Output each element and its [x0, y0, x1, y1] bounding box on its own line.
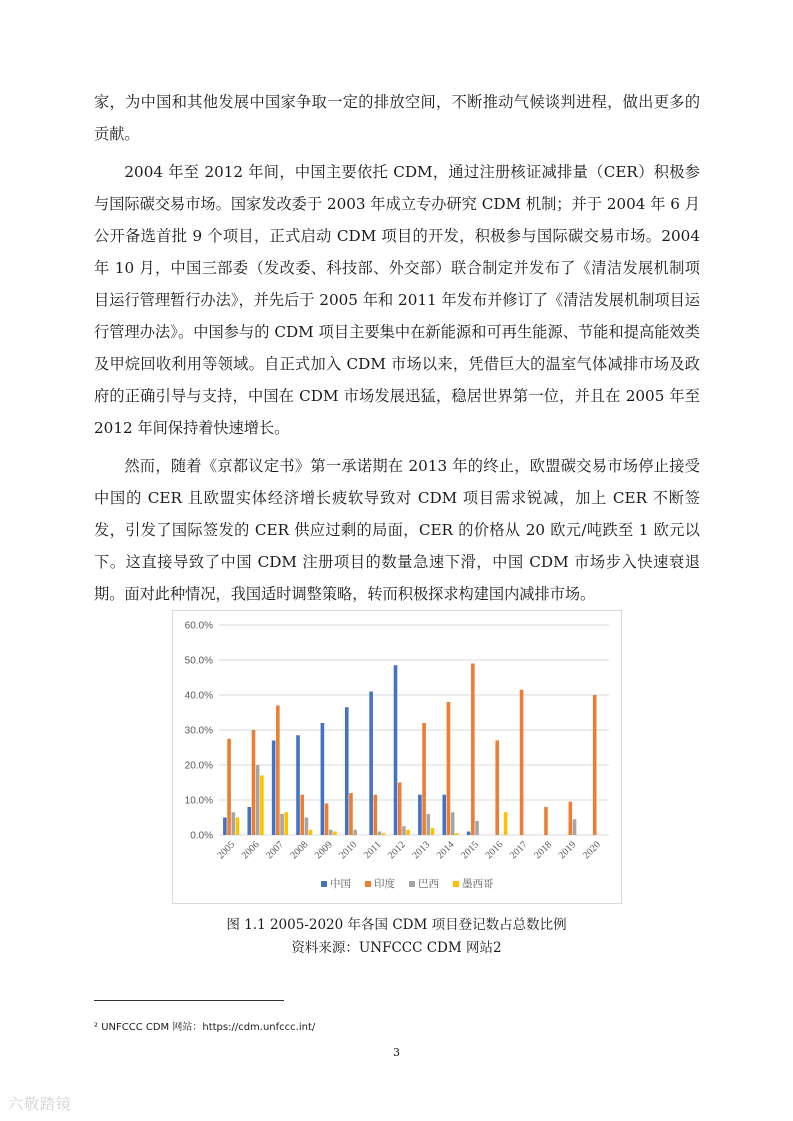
watermark-logo: 六敬踏镜: [8, 1095, 73, 1113]
bar: [223, 818, 227, 836]
paragraph-cdm-decline: 然而，随着《京都议定书》第一承诺期在 2013 年的终止，欧盟碳交易市场停止接受中国的 CER 且欧盟实体经济增长疲软导致对 CDM 项目需求锐减，加上 CER 不断签发，引发了国际签发的 CER 供应过剩的局面，CER 的价格从 20 欧元/吨跌至 1 欧元以下。这直接导致了中国 CDM 注册项目的数量急速下滑，中国 CDM 市场步入快速衰退期。面对此种情况，我国适时调整策略，转而积极探求构建国内减排市场。: [94, 457, 700, 603]
bar: [475, 821, 479, 835]
bar: [431, 828, 435, 835]
bar: [256, 765, 260, 835]
bar: [467, 832, 471, 836]
bar: [451, 812, 455, 835]
bar: [495, 741, 499, 836]
x-tick-label: 2018: [532, 839, 555, 862]
bar: [418, 795, 422, 835]
bar: [300, 795, 304, 835]
figure-caption: 图 1.1 2005-2020 年各国 CDM 项目登记数占总数比例: [226, 917, 567, 933]
bar: [593, 695, 597, 835]
bar: [406, 830, 410, 835]
bar: [402, 826, 406, 835]
chart-container: [172, 610, 622, 904]
bar: [252, 730, 256, 835]
x-tick-label: 2014: [434, 839, 457, 862]
legend-label: 墨西哥: [462, 878, 494, 890]
bar: [333, 832, 337, 836]
x-tick-label: 2005: [215, 839, 238, 862]
figure-source: 资料来源：UNFCCC CDM 网站2: [291, 940, 502, 956]
bar: [394, 665, 398, 835]
y-tick-label: 20.0%: [184, 760, 213, 772]
legend-swatch: [409, 881, 415, 887]
bar: [520, 690, 524, 835]
bar: [329, 830, 333, 835]
bar: [369, 692, 373, 836]
bar: [544, 807, 548, 835]
bar: [284, 812, 288, 835]
body-text: [94, 86, 700, 610]
bar: [422, 723, 426, 835]
y-tick-label: 30.0%: [184, 725, 213, 737]
bar: [426, 814, 430, 835]
x-tick-label: 2006: [239, 839, 262, 862]
bar: [231, 812, 235, 835]
bar: [455, 833, 459, 835]
legend-label: 巴西: [418, 878, 439, 890]
bar: [569, 802, 573, 835]
x-tick-label: 2019: [556, 839, 579, 862]
footnote: ² UNFCCC CDM 网站：https://cdm.unfccc.int/: [94, 1022, 316, 1033]
page-number: 3: [393, 1046, 400, 1059]
bar: [321, 723, 325, 835]
bar: [227, 739, 231, 835]
bar: [374, 795, 378, 835]
bar: [573, 819, 577, 835]
y-tick-label: 60.0%: [184, 620, 213, 632]
x-tick-label: 2009: [312, 839, 335, 862]
x-tick-label: 2010: [337, 839, 360, 862]
paragraph-continued: 家，为中国和其他发展中国家争取一定的排放空间，不断推动气候谈判进程，做出更多的贡献。: [94, 93, 700, 143]
x-tick-label: 2015: [459, 839, 482, 862]
bar: [353, 830, 357, 835]
legend-swatch: [321, 881, 327, 887]
bar: [382, 833, 386, 835]
paragraph-cdm-history: 2004 年至 2012 年间，中国主要依托 CDM，通过注册核证减排量（CER）积极参与国际碳交易市场。国家发改委于 2003 年成立专办研究 CDM 机制；并于 2004 年 6 月公开备选首批 9 个项目，正式启动 CDM 项目的开发，积极参与国际碳交易市场。2004 年 10 月，中国三部委（发改委、科技部、外交部）联合制定并发布了《清洁发展机制项目运行管理暂行办法》，并先后于 2005 年和 2011 年发布并修订了《清洁发展机制项目运行管理办法》。中国参与的 CDM 项目主要集中在新能源和可再生能源、节能和提高能效类及甲烷回收利用等领域。自正式加入 CDM 市场以来，凭借巨大的温室气体减排市场及政府的正确引导与支持，中国在 CDM 市场发展迅猛，稳居世界第一位，并且在 2005 年至 2012 年间保持着快速增长。: [94, 163, 700, 437]
y-tick-label: 10.0%: [184, 795, 213, 807]
bar: [398, 783, 402, 836]
x-tick-label: 2013: [410, 839, 433, 862]
x-tick-label: 2016: [483, 839, 506, 862]
bar: [378, 832, 382, 836]
x-tick-label: 2007: [264, 839, 287, 862]
bar: [345, 707, 349, 835]
y-tick-label: 0.0%: [190, 830, 213, 842]
bar-chart: [173, 611, 621, 903]
bar: [471, 664, 475, 836]
bar: [309, 830, 313, 835]
legend-swatch: [365, 881, 371, 887]
bar: [247, 807, 251, 835]
x-tick-label: 2017: [507, 839, 530, 862]
bar: [236, 818, 240, 836]
bar: [305, 818, 309, 836]
bar: [260, 776, 264, 836]
legend-label: 中国: [330, 878, 351, 890]
y-tick-label: 40.0%: [184, 690, 213, 702]
bar: [296, 735, 300, 835]
x-tick-label: 2011: [361, 839, 384, 862]
x-tick-label: 2012: [386, 839, 408, 862]
bar: [276, 706, 280, 836]
bar: [325, 804, 329, 836]
bar: [447, 702, 451, 835]
bar: [504, 812, 508, 835]
x-tick-label: 2008: [288, 839, 311, 862]
x-tick-label: 2020: [581, 839, 603, 862]
bar: [442, 795, 446, 835]
legend-swatch: [453, 881, 459, 887]
y-tick-label: 50.0%: [184, 655, 213, 667]
bar: [272, 741, 276, 836]
legend-label: 印度: [374, 878, 395, 890]
bar: [349, 793, 353, 835]
footnote-divider: [94, 1000, 284, 1001]
bar: [280, 814, 284, 835]
